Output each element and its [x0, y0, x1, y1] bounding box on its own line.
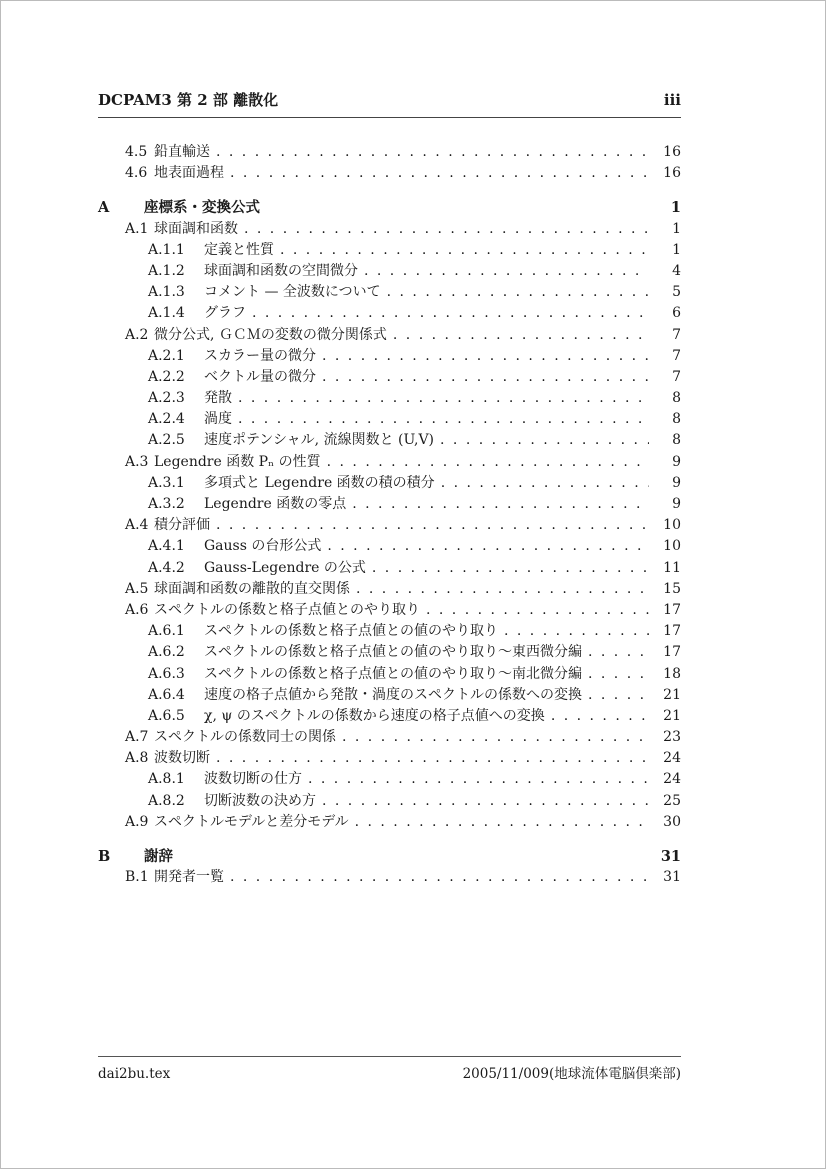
toc-entry-title: 鉛直輸送: [154, 144, 210, 160]
toc-leader-dots: [322, 346, 649, 367]
toc-entry-title: スペクトルの係数と格子点値との値のやり取り～東西微分編: [204, 644, 582, 661]
toc-entry[interactable]: [98, 494, 681, 515]
toc-entry-title: 速度の格子点値から発散・渦度のスペクトルの係数への変換: [204, 686, 582, 703]
toc-entry-number: A.2.3: [148, 390, 185, 407]
toc-leader-dots: [440, 430, 649, 451]
toc-entry[interactable]: [98, 430, 681, 451]
toc-entry-page: 8: [672, 390, 681, 407]
toc-leader-dots: [216, 142, 649, 163]
toc-entry-title: スペクトルの係数同士の関係: [154, 729, 336, 746]
toc-leader-dots: [238, 409, 649, 430]
toc-entry-page: 8: [672, 411, 681, 428]
toc-entry-page: 9: [672, 496, 681, 512]
toc-entry-number: A.6.3: [148, 665, 185, 682]
toc-entry-page: 21: [663, 686, 681, 703]
toc-leader-dots: [441, 473, 649, 494]
toc-leader-dots: [342, 727, 649, 748]
toc-entry-title: 微分公式, ＧＣＭの変数の微分関係式: [154, 326, 387, 343]
toc-entry-number: A.4: [125, 517, 149, 534]
toc-entry-title: グラフ: [204, 305, 246, 322]
toc-leader-dots: [216, 748, 649, 769]
toc-entry[interactable]: [98, 219, 681, 240]
toc-entry-page: 9: [672, 453, 681, 470]
toc-entry-page: 6: [672, 305, 681, 322]
toc-entry[interactable]: [98, 558, 681, 579]
toc-entry-number: A.9: [125, 813, 149, 830]
toc-entry-page: 31: [660, 848, 681, 865]
toc-entry-page: 30: [663, 813, 681, 830]
toc-entry-title: 球面調和函数の離散的直交関係: [154, 580, 350, 597]
toc-leader-dots: [238, 388, 649, 409]
toc-entry-number: A.2.2: [148, 368, 185, 385]
toc-entry[interactable]: [98, 367, 681, 388]
toc-entry-title: ベクトル量の微分: [204, 368, 316, 385]
toc-leader-dots: [280, 240, 649, 261]
toc-entry[interactable]: [98, 515, 681, 536]
toc-entry-title: 球面調和函数の空間微分: [204, 262, 358, 279]
page-footer: [98, 1056, 681, 1082]
toc-leader-dots: [356, 579, 649, 600]
toc-entry[interactable]: [98, 197, 681, 218]
toc-entry-number: A.1.3: [148, 284, 185, 301]
toc-entry-number: A.1: [125, 220, 149, 237]
toc-entry-title: Gauss-Legendre の公式: [204, 559, 366, 576]
toc-entry-page: 17: [663, 623, 681, 640]
toc-leader-dots: [588, 685, 649, 706]
toc-entry-title: 渦度: [204, 411, 232, 428]
toc-entry-number: A.1.4: [148, 305, 185, 322]
toc-entry[interactable]: [98, 769, 681, 790]
toc-entry[interactable]: [98, 261, 681, 282]
toc-entry[interactable]: [98, 748, 681, 769]
toc-entry-number: B: [98, 848, 111, 865]
toc-entry[interactable]: [98, 303, 681, 324]
footer-filename: dai2bu.tex: [98, 1066, 171, 1082]
toc-entry-page: 31: [663, 869, 681, 886]
toc-entry-page: 25: [663, 792, 681, 809]
toc-entry-number: A.6.5: [148, 707, 185, 724]
toc-entry[interactable]: [98, 409, 681, 430]
toc-entry-number: A.6: [125, 601, 149, 618]
header-title: DCPAM3 第 2 部 離散化: [98, 91, 279, 109]
toc-leader-dots: [364, 261, 649, 282]
toc-leader-dots: [308, 769, 649, 790]
toc-leader-dots: [230, 867, 649, 888]
toc-entry[interactable]: [98, 240, 681, 261]
header-page-number: iii: [663, 91, 681, 109]
toc-entry[interactable]: [98, 685, 681, 706]
toc-entry[interactable]: [98, 163, 681, 184]
toc-entry-page: 17: [663, 644, 681, 661]
toc-entry-title: 座標系・変換公式: [144, 199, 260, 217]
toc-leader-dots: [327, 452, 649, 473]
toc-entry-title: 多項式と Legendre 函数の積の積分: [204, 474, 435, 491]
toc-entry-title: スペクトルの係数と格子点値との値のやり取り: [204, 623, 498, 640]
toc-entry-number: B.1: [125, 869, 149, 886]
toc-entry-page: 11: [663, 559, 681, 576]
toc-entry-number: A.8.1: [148, 771, 185, 788]
toc-entry-page: 4: [672, 262, 681, 279]
toc-entry-page: 10: [663, 538, 681, 555]
toc-entry-number: 4.5: [125, 144, 148, 160]
toc-entry[interactable]: [98, 642, 681, 663]
toc-entry-number: A.1.1: [148, 241, 185, 258]
toc-entry[interactable]: [98, 325, 681, 346]
toc-entry-number: A.6.1: [148, 623, 185, 640]
toc-entry[interactable]: [98, 346, 681, 367]
toc-leader-dots: [244, 219, 649, 240]
toc-entry-number: 4.6: [125, 165, 148, 182]
toc-entry-title: 発散: [204, 390, 232, 407]
toc-entry-title: Legendre 函数の零点: [204, 496, 347, 512]
toc-entry[interactable]: [98, 282, 681, 303]
toc-entry-title: スペクトルの係数と格子点値との値のやり取り～南北微分編: [204, 665, 582, 682]
toc-entry-title: 波数切断の仕方: [204, 771, 302, 788]
toc-entry-number: A.6.4: [148, 686, 185, 703]
toc-entry[interactable]: [98, 664, 681, 685]
toc-entry-page: 24: [663, 750, 681, 767]
toc-entry-number: A.6.2: [148, 644, 185, 661]
toc-entry-page: 1: [670, 199, 681, 217]
toc-entry-page: 18: [663, 665, 681, 682]
toc-leader-dots: [322, 367, 649, 388]
toc-entry-title: 地表面過程: [154, 165, 224, 182]
footer-credit: 2005/11/009(地球流体電脳倶楽部): [462, 1066, 681, 1082]
toc-entry-number: A.7: [125, 729, 149, 746]
toc-entry-number: A.2.5: [148, 432, 185, 449]
toc-entry[interactable]: [98, 600, 681, 621]
toc-entry-title: 波数切断: [154, 750, 210, 767]
toc-entry-title: 謝辞: [144, 848, 173, 865]
toc-entry-number: A.8.2: [148, 792, 185, 809]
toc-entry-title: コメント — 全波数について: [204, 284, 381, 301]
toc-leader-dots: [352, 494, 649, 515]
toc-entry[interactable]: [98, 727, 681, 748]
toc-entry-title: 切断波数の決め方: [204, 792, 316, 809]
toc-entry-page: 7: [672, 326, 681, 343]
toc-leader-dots: [372, 558, 649, 579]
toc-entry-page: 17: [663, 601, 681, 618]
toc-entry-title: 開発者一覧: [154, 869, 224, 886]
toc-entry[interactable]: [98, 473, 681, 494]
toc-leader-dots: [327, 536, 649, 557]
toc-entry-number: A.1.2: [148, 262, 185, 279]
toc-entry-page: 8: [672, 432, 681, 449]
toc-entry[interactable]: [98, 579, 681, 600]
toc-entry-page: 23: [663, 729, 681, 746]
toc-entry[interactable]: [98, 791, 681, 812]
toc-entry-number: A.8: [125, 750, 149, 767]
toc-entry-page: 1: [672, 241, 681, 258]
toc-entry-page: 7: [672, 368, 681, 385]
toc-entry-page: 7: [672, 347, 681, 364]
toc-entry-page: 10: [663, 517, 681, 534]
toc-entry[interactable]: [98, 812, 681, 833]
toc-entry-page: 5: [672, 284, 681, 301]
toc-leader-dots: [322, 791, 649, 812]
toc-leader-dots: [230, 163, 649, 184]
toc-entry[interactable]: [98, 452, 681, 473]
toc-entry-title: スペクトルモデルと差分モデル: [154, 813, 349, 830]
page-header: [98, 89, 681, 118]
toc-leader-dots: [588, 664, 649, 685]
toc-entry[interactable]: [98, 621, 681, 642]
toc-entry-title: 積分評価: [154, 517, 210, 534]
toc-entry-number: A.2: [125, 326, 149, 343]
toc-entry-title: 速度ポテンシャル, 流線関数と (U,V): [204, 432, 435, 449]
toc-entry-number: A.4.2: [148, 559, 185, 576]
toc-entry-number: A.3.2: [148, 496, 185, 512]
toc-entry-page: 16: [663, 144, 681, 160]
toc-leader-dots: [588, 642, 649, 663]
toc-leader-dots: [252, 303, 649, 324]
toc-entry-number: A.3: [125, 453, 149, 470]
toc-entry[interactable]: [98, 536, 681, 557]
toc-entry-number: A.2.4: [148, 411, 185, 428]
toc-entry[interactable]: [98, 388, 681, 409]
toc-entry[interactable]: [98, 706, 681, 727]
toc-entry-title: Gauss の台形公式: [204, 538, 322, 555]
toc-entry-number: A.4.1: [148, 538, 185, 555]
toc-entry-title: 定義と性質: [204, 241, 274, 258]
toc-entry-number: A: [98, 199, 110, 217]
toc-entry-page: 16: [663, 165, 681, 182]
toc-leader-dots: [551, 706, 649, 727]
toc-entry-number: A.3.1: [148, 474, 185, 491]
toc-leader-dots: [216, 515, 649, 536]
toc-entry[interactable]: [98, 846, 681, 867]
toc-entry-page: 24: [663, 771, 681, 788]
toc-entry-title: 球面調和函数: [154, 220, 238, 237]
toc-entry-title: スペクトルの係数と格子点値とのやり取り: [154, 601, 420, 618]
toc-entry-page: 15: [663, 580, 681, 597]
toc-entry-page: 21: [663, 707, 681, 724]
toc-entry-title: スカラー量の微分: [204, 347, 316, 364]
toc-leader-dots: [387, 282, 649, 303]
toc-entry-page: 1: [672, 220, 681, 237]
toc-leader-dots: [355, 812, 649, 833]
toc-entry-page: 9: [672, 474, 681, 491]
toc-entry[interactable]: [98, 867, 681, 888]
toc-leader-dots: [504, 621, 649, 642]
toc-entry-title: χ, ψ のスペクトルの係数から速度の格子点値への変換: [204, 707, 545, 724]
toc-entry-number: A.2.1: [148, 347, 185, 364]
toc: [98, 142, 681, 888]
toc-entry-number: A.5: [125, 580, 149, 597]
toc-leader-dots: [393, 325, 649, 346]
toc-leader-dots: [426, 600, 649, 621]
toc-entry[interactable]: [98, 142, 681, 163]
toc-entry-title: Legendre 函数 Pₙ の性質: [154, 453, 321, 470]
